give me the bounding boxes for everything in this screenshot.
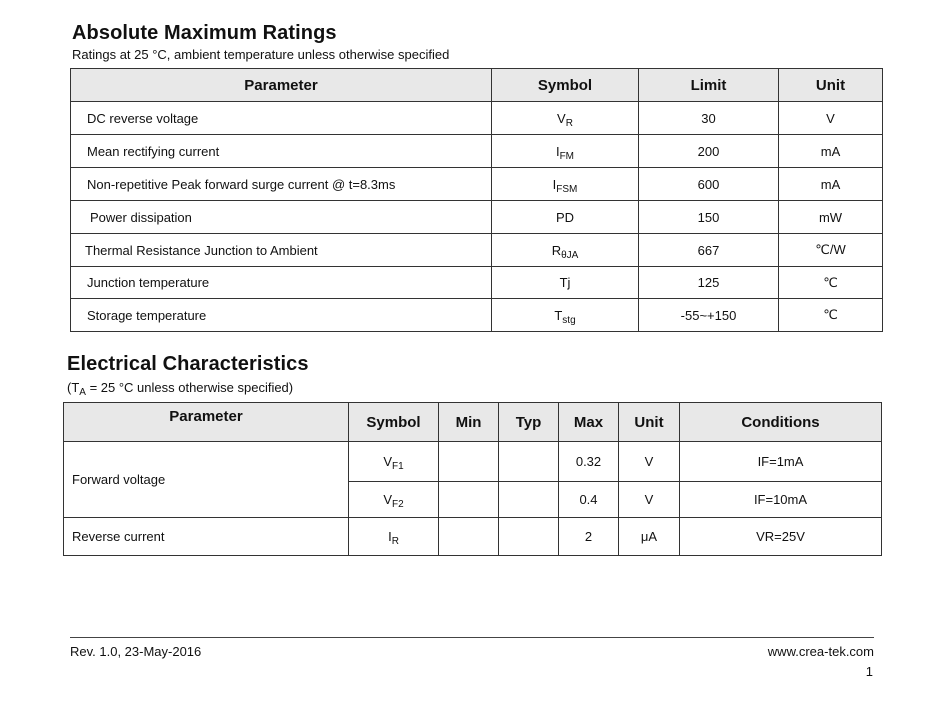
min-cell [439, 482, 499, 518]
typ-cell [499, 442, 559, 482]
ec-col-max: Max [559, 403, 619, 442]
param-cell: Power dissipation [71, 201, 492, 234]
param-cell: Storage temperature [71, 299, 492, 332]
ec-col-min: Min [439, 403, 499, 442]
unit-cell: μA [619, 518, 680, 556]
symbol-cell: $I_R$ [349, 518, 439, 556]
symbol-cell: PD [492, 201, 639, 234]
limit-cell: 200 [639, 135, 779, 168]
conditions-cell: IF=1mA [680, 442, 882, 482]
param-cell: Reverse current [64, 518, 349, 556]
max-cell: 0.4 [559, 482, 619, 518]
symbol-cell: $I_{FSM}$ [492, 168, 639, 201]
symbol-cell: $V_{F2}$ [349, 482, 439, 518]
page-number: 1 [865, 664, 873, 679]
symbol-cell: $V_{F1}$ [349, 442, 439, 482]
min-cell [439, 518, 499, 556]
limit-cell: 30 [639, 102, 779, 135]
amr-col-symbol: Symbol [492, 69, 639, 102]
footer-revision: Rev. 1.0, 23-May-2016 [70, 644, 202, 659]
min-cell [439, 442, 499, 482]
max-cell: 0.32 [559, 442, 619, 482]
ec-col-parameter: Parameter [64, 403, 349, 442]
limit-cell: 125 [639, 267, 779, 299]
table-row [64, 442, 882, 482]
ec-col-symbol: Symbol [349, 403, 439, 442]
symbol-cell: $R_{\theta JA}$ [492, 234, 639, 267]
unit-cell: ℃ [779, 267, 883, 299]
unit-cell: V [779, 102, 883, 135]
amr-table [70, 68, 883, 332]
amr-subtitle: Ratings at 25 °C, ambient temperature unless otherwise specified [72, 47, 450, 62]
table-row [71, 135, 883, 168]
limit-cell: -55~+150 [639, 299, 779, 332]
symbol-cell: $V_R$ [492, 102, 639, 135]
amr-col-limit: Limit [639, 69, 779, 102]
table-row [71, 201, 883, 234]
table-row [71, 168, 883, 201]
unit-cell: V [619, 482, 680, 518]
amr-col-unit: Unit [779, 69, 883, 102]
ec-col-typ: Typ [499, 403, 559, 442]
amr-col-parameter: Parameter [71, 69, 492, 102]
table-row [71, 102, 883, 135]
limit-cell: 150 [639, 201, 779, 234]
ec-col-unit: Unit [619, 403, 680, 442]
ec-title: Electrical Characteristics [67, 353, 309, 375]
unit-cell: ℃ [779, 299, 883, 332]
unit-cell: ℃/W [779, 234, 883, 267]
table-row [71, 267, 883, 299]
table-row [64, 518, 882, 556]
ec-col-conditions: Conditions [680, 403, 882, 442]
typ-cell [499, 482, 559, 518]
conditions-cell: VR=25V [680, 518, 882, 556]
symbol-cell: $I_{FM}$ [492, 135, 639, 168]
unit-cell: mA [779, 135, 883, 168]
footer-website[interactable]: www.crea-tek.com [767, 644, 874, 659]
table-row [71, 234, 883, 267]
footer-divider [70, 637, 874, 638]
unit-cell: V [619, 442, 680, 482]
param-cell: Junction temperature [71, 267, 492, 299]
amr-header-row [71, 69, 883, 102]
limit-cell: 600 [639, 168, 779, 201]
amr-title: Absolute Maximum Ratings [72, 22, 337, 44]
table-row [71, 299, 883, 332]
limit-cell: 667 [639, 234, 779, 267]
param-cell: Thermal Resistance Junction to Ambient [71, 234, 492, 267]
param-cell: Mean rectifying current [71, 135, 492, 168]
unit-cell: mA [779, 168, 883, 201]
param-cell: Non-repetitive Peak forward surge current @ t=8.3ms [71, 168, 492, 201]
ec-table [63, 402, 882, 556]
symbol-cell: Tj [492, 267, 639, 299]
ec-subtitle: ($T_A = 25$ °C unless otherwise specified) [67, 380, 294, 398]
symbol-cell: $T_{stg}$ [492, 299, 639, 332]
ec-header-row [64, 403, 882, 442]
typ-cell [499, 518, 559, 556]
param-cell: Forward voltage [64, 442, 349, 518]
conditions-cell: IF=10mA [680, 482, 882, 518]
max-cell: 2 [559, 518, 619, 556]
unit-cell: mW [779, 201, 883, 234]
param-cell: DC reverse voltage [71, 102, 492, 135]
